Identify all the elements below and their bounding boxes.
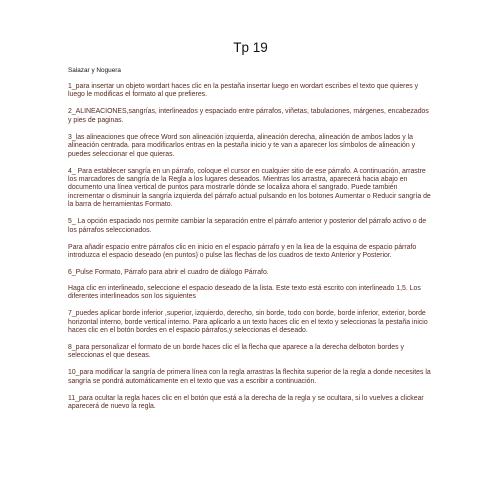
paragraph-10: 10_para modificar la sangría de primera línea con la regla arrastras la flechita superior de la regla a donde necesites la sangría se pondrá automáticamente en el texto que vas a escribir a continuación. xyxy=(68,369,431,385)
paragraph-5-continued: Para añadir espacio entre párrafos clic en inicio en el espacio párrafo y en la liea de la esquina de espacio párrafo introduzca el espacio deseado (en puntos) o pulse las flechas de los cuadros de texto Anterior y Posterior. xyxy=(68,243,417,260)
paragraph-6-continued: Haga clic en interlineado, seleccione el espacio deseado de la lista. Este texto está escrito con interlineado 1,5. Los diferentes interlineados son los siguientes xyxy=(68,284,421,301)
paragraph-3: 3_las alineaciones que ofrece Word son alineación izquierda, alineación derecha, alineación de ambos lados y la alineación centrada. para modificarlos entras en la pestaña inicio y te van a aparecer los símbolos de alineación y puedes seleccionar el que quieras. xyxy=(68,133,416,158)
paragraph-1: 1_para insertar un objeto wordart haces clic en la pestaña insertar luego en wordart escribes el texto que quieres y luego le modificas el formato al que prefieres. xyxy=(68,83,419,99)
paragraph-8: 8_para personalizar el formato de un borde haces clic el la flecha que aparece a la derecha delboton bordes y seleccionas el que deseas. xyxy=(68,344,404,360)
paragraph-7: 7_puedes aplicar borde inferior ,superior, izquierdo, derecho, sin borde, todo con borde, borde inferior, exterior, borde horizontal interno, borde vertical interno. Para aplicarlo a un texto haces clic en el texto y seleccionas la pestaña inicio haces clic en el botón bordes en el espacio párrafos,y seleccionas el deseado. xyxy=(68,310,428,335)
paragraph-4: 4_ Para establecer sangría en un párrafo, coloque el cursor en cualquier sitio de ese párrafo. A continuación, arrastre los marcadores de sangría de la Regla a los lugares deseados. Mientras los arrastra, aparecerá hacia abajo en documento una línea vertical de puntos para mostrarle dónde se localiza ahora el sangrado. Puede también incrementar o disminuir la sangría izquierda del párrafo actual pulsando en los botones Aumentar o Reducir sangría de la barra de herramientas Formato. xyxy=(68,167,431,209)
paragraph-5: 5_ La opción espaciado nos permite cambiar la separación entre el párrafo anterior y posterior del párrafo activo o de los párrafos seleccionados. xyxy=(68,218,427,234)
paragraph-11: 11_para ocultar la regla haces clic en el botón que está a la derecha de la regla y se ocultara, si lo vuelves a clickear aparecerá de nuevo la regla. xyxy=(68,394,424,411)
paragraph-2: 2_ALINEACIONES,sangrías, interlineados y espaciado entre párrafos, viñetas, tabulaciones, márgenes, encabezados y pies de paginas. xyxy=(68,108,429,124)
document-author: Salazar y Noguera xyxy=(68,67,121,74)
paragraph-6: 6_Pulse Formato, Párrafo para abrir el cuadro de diálogo Párrafo. xyxy=(68,269,269,277)
document-title: Tp 19 xyxy=(233,40,268,55)
